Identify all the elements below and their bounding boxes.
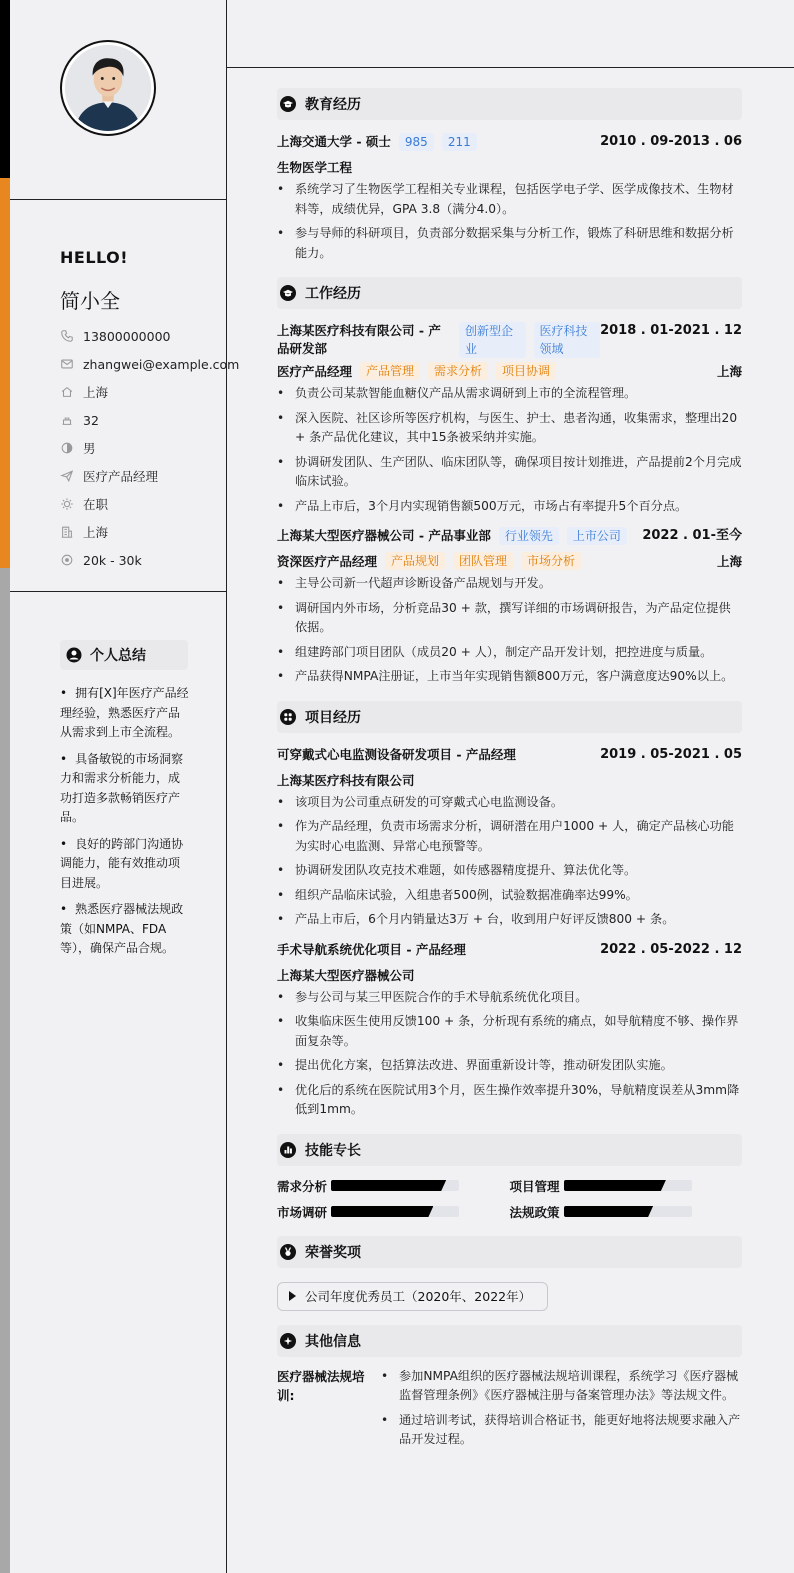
- other-title-text: 其他信息: [305, 1333, 361, 1350]
- other-info-details: [381, 1367, 742, 1455]
- skill-bar: [564, 1180, 692, 1191]
- education-details: [277, 180, 742, 263]
- education-major: 生物医学工程: [277, 160, 353, 175]
- sidebar: [10, 0, 240, 1573]
- job-company: 上海某医疗科技有限公司 - 产品研发部: [277, 323, 441, 356]
- list-item: • 协调研发团队攻克技术难题，如传感器精度提升、算法优化等。: [277, 861, 742, 881]
- skill-label: 项目管理: [509, 1178, 560, 1194]
- skills-heading: [277, 1134, 742, 1166]
- skill-tag: 产品管理: [360, 362, 420, 380]
- skill-tag: 市场分析: [521, 552, 581, 570]
- grid-icon: [280, 709, 296, 725]
- medal-icon: [280, 1244, 296, 1260]
- job-location: 上海: [716, 554, 742, 569]
- education-entry-header: [277, 130, 742, 154]
- skill-tag: 团队管理: [453, 552, 513, 570]
- project-details: [277, 988, 742, 1120]
- salary-text: 20k - 30k: [83, 552, 142, 568]
- school-tag: 985: [399, 133, 434, 151]
- list-item: • 组织产品临床试验，入组患者500例，试验数据准确率达99%。: [277, 886, 742, 906]
- projects-heading: [277, 701, 742, 733]
- job-details: [277, 574, 742, 687]
- accent-strip-orange: [0, 178, 10, 568]
- project-details: [277, 793, 742, 930]
- job-company: 上海某大型医疗器械公司 - 产品事业部: [277, 528, 491, 543]
- skills-grid: [277, 1176, 742, 1222]
- email-text: zhangwei@example.com: [83, 356, 240, 372]
- list-item: • 协调研发团队、生产团队、临床团队等，确保项目按计划推进，产品提前2个月完成临床试验。: [277, 453, 742, 492]
- job-location: 上海: [716, 364, 742, 379]
- award-text: 公司年度优秀员工（2020年、2022年）: [305, 1289, 532, 1304]
- project-name: 可穿戴式心电监测设备研发项目 - 产品经理: [277, 746, 516, 762]
- briefcase-icon: [280, 285, 296, 301]
- awards-heading: [277, 1236, 742, 1268]
- accent-strip-black: [0, 0, 10, 178]
- other-heading: [277, 1325, 742, 1357]
- project-date: 2022 . 05-2022 . 12: [600, 941, 742, 957]
- candidate-name: 简小全: [60, 289, 120, 313]
- summary-heading: [60, 640, 188, 670]
- projects-title-text: 项目经历: [305, 709, 361, 726]
- phone-icon: [60, 329, 74, 343]
- graduation-cap-icon: [280, 96, 296, 112]
- summary-item: • 熟悉医疗器械法规政策（如NMPA、FDA等），确保产品合规。: [60, 900, 190, 959]
- education-title-text: 教育经历: [305, 97, 361, 113]
- skill-bar-fill: [564, 1206, 654, 1217]
- skill-label: 法规政策: [509, 1204, 560, 1220]
- list-item: • 调研国内外市场，分析竞品30 + 款，撰写详细的市场调研报告，为产品定位提供依据。: [277, 599, 742, 638]
- skill-tag: 需求分析: [428, 362, 488, 380]
- list-item: • 参与导师的科研项目，负责部分数据采集与分析工作，锻炼了科研思维和数据分析能力。: [277, 224, 742, 263]
- skill-tag: 产品规划: [385, 552, 445, 570]
- job-role-row: [277, 548, 742, 574]
- list-item: • 提出优化方案，包括算法改进、界面重新设计等，推动研发团队实施。: [277, 1056, 742, 1076]
- list-item: • 组建跨部门项目团队（成员20 + 人），制定产品开发计划，把控进度与质量。: [277, 643, 742, 663]
- list-item: • 负责公司某款智能血糖仪产品从需求调研到上市的全流程管理。: [277, 384, 742, 404]
- list-item: • 产品上市后，6个月内销量达3万 + 台，收到用户好评反馈800 + 条。: [277, 910, 742, 930]
- project-org-row: [277, 962, 742, 988]
- status-text: 在职: [83, 497, 109, 512]
- sidebar-divider: [10, 199, 227, 200]
- awards-title-text: 荣誉奖项: [305, 1244, 361, 1261]
- avatar: [60, 40, 156, 136]
- info-age: [60, 406, 230, 434]
- project-date: 2019 . 05-2021 . 05: [600, 746, 742, 762]
- skill-bar-fill: [564, 1180, 666, 1191]
- age-text: 32: [83, 412, 99, 428]
- company-tag: 上市公司: [567, 527, 627, 545]
- resume-main: [277, 88, 742, 1463]
- summary-item: • 拥有[X]年医疗产品经理经验，熟悉医疗产品从需求到上市全流程。: [60, 684, 190, 743]
- skill-bar-fill: [331, 1206, 433, 1217]
- skill-row: [277, 1176, 510, 1196]
- phone-text: 13800000000: [83, 328, 171, 344]
- sparkle-icon: [280, 1333, 296, 1349]
- building-icon: [60, 525, 74, 539]
- job-role: 资深医疗产品经理: [277, 554, 378, 569]
- work-title-text: 工作经历: [305, 286, 361, 302]
- job-header: [277, 319, 742, 358]
- user-circle-icon: [66, 647, 82, 663]
- skill-bar-fill: [331, 1180, 446, 1191]
- job-date: 2022 . 01-至今: [642, 528, 742, 543]
- project-header: [277, 743, 742, 767]
- education-heading: [277, 88, 742, 120]
- skill-row: [277, 1202, 510, 1222]
- job-role: 医疗产品经理: [277, 364, 353, 379]
- project-org-row: [277, 767, 742, 793]
- project-org: 上海某医疗科技有限公司: [277, 772, 415, 788]
- bar-chart-icon: [280, 1142, 296, 1158]
- hello-heading: HELLO!: [60, 248, 129, 267]
- age-icon: [60, 413, 74, 427]
- list-item: • 通过培训考试，获得培训合格证书，能更好地将法规要求融入产品开发过程。: [381, 1411, 742, 1450]
- accent-strip-gray: [0, 568, 10, 1573]
- list-item: • 收集临床医生使用反馈100 + 条，分析现有系统的痛点，如导航精度不够、操作界面复杂等。: [277, 1012, 742, 1051]
- skill-label: 需求分析: [277, 1178, 328, 1194]
- list-item: • 参加NMPA组织的医疗器械法规培训课程，系统学习《医疗器械监督管理条例》《医疗器械注册与备案管理办法》等法规文件。: [381, 1367, 742, 1406]
- info-home: [60, 378, 230, 406]
- info-city: [60, 518, 230, 546]
- contact-info: [60, 322, 240, 574]
- list-item: • 优化后的系统在医院试用3个月，医生操作效率提升30%，导航精度误差从3mm降低到1mm。: [277, 1081, 742, 1120]
- company-tag: 创新型企业: [459, 322, 526, 358]
- project-header: [277, 938, 742, 962]
- education-major-row: [277, 154, 742, 180]
- summary-item: • 具备敏锐的市场洞察力和需求分析能力，成功打造多款畅销医疗产品。: [60, 750, 190, 828]
- home-icon: [60, 385, 74, 399]
- summary-title-text: 个人总结: [90, 648, 146, 664]
- info-email: [60, 350, 240, 378]
- mail-icon: [60, 357, 74, 371]
- summary-list: [60, 684, 190, 966]
- info-phone: [60, 322, 230, 350]
- header-divider: [227, 67, 794, 68]
- salary-icon: [60, 553, 74, 567]
- list-item: • 作为产品经理，负责市场需求分析，调研潜在用户1000 + 人，确定产品核心功能为实时心电监测、异常心电预警等。: [277, 817, 742, 856]
- award-item[interactable]: [277, 1282, 548, 1311]
- play-icon: [289, 1291, 296, 1301]
- send-icon: [60, 469, 74, 483]
- work-heading: [277, 277, 742, 309]
- avatar-photo: [65, 45, 151, 131]
- list-item: • 产品获得NMPA注册证，上市当年实现销售额800万元，客户满意度达90%以上。: [277, 667, 742, 687]
- list-item: • 该项目为公司重点研发的可穿戴式心电监测设备。: [277, 793, 742, 813]
- school-tag: 211: [442, 133, 477, 151]
- project-name: 手术导航系统优化项目 - 产品经理: [277, 941, 466, 957]
- status-icon: [60, 497, 74, 511]
- home-text: 上海: [83, 385, 109, 400]
- other-info-key: 医疗器械法规培训:: [277, 1368, 365, 1403]
- sidebar-divider: [10, 591, 227, 592]
- summary-item: • 良好的跨部门沟通协调能力，能有效推动项目进展。: [60, 835, 190, 894]
- skill-label: 市场调研: [277, 1204, 328, 1220]
- list-item: • 参与公司与某三甲医院合作的手术导航系统优化项目。: [277, 988, 742, 1008]
- company-tag: 行业领先: [499, 527, 559, 545]
- skills-title-text: 技能专长: [305, 1142, 361, 1159]
- job-date: 2018 . 01-2021 . 12: [600, 323, 742, 338]
- skill-bar: [331, 1206, 459, 1217]
- list-item: • 深入医院、社区诊所等医疗机构，与医生、护士、患者沟通，收集需求，整理出20 + 条产品优化建议，其中15条被采纳并实施。: [277, 409, 742, 448]
- skill-row: [510, 1176, 743, 1196]
- info-salary: [60, 546, 230, 574]
- gender-text: 男: [83, 441, 96, 456]
- school-name: 上海交通大学 - 硕士: [277, 134, 391, 149]
- gender-icon: [60, 441, 74, 455]
- list-item: • 主导公司新一代超声诊断设备产品规划与开发。: [277, 574, 742, 594]
- education-date: 2010 . 09-2013 . 06: [600, 134, 742, 149]
- list-item: • 产品上市后，3个月内实现销售额500万元，市场占有率提升5个百分点。: [277, 497, 742, 517]
- info-position: [60, 462, 230, 490]
- other-info-row: [277, 1367, 742, 1463]
- skill-bar: [331, 1180, 459, 1191]
- skill-bar: [564, 1206, 692, 1217]
- project-org: 上海某大型医疗器械公司: [277, 967, 415, 983]
- job-role-row: [277, 358, 742, 384]
- info-gender: [60, 434, 230, 462]
- position-text: 医疗产品经理: [83, 469, 159, 484]
- job-details: [277, 384, 742, 516]
- job-header: [277, 524, 742, 548]
- city-text: 上海: [83, 525, 109, 540]
- list-item: • 系统学习了生物医学工程相关专业课程，包括医学电子学、医学成像技术、生物材料等，成绩优异，GPA 3.8（满分4.0）。: [277, 180, 742, 219]
- skill-tag: 项目协调: [496, 362, 556, 380]
- company-tag: 医疗科技领域: [534, 322, 601, 358]
- skill-row: [510, 1202, 743, 1222]
- info-status: [60, 490, 230, 518]
